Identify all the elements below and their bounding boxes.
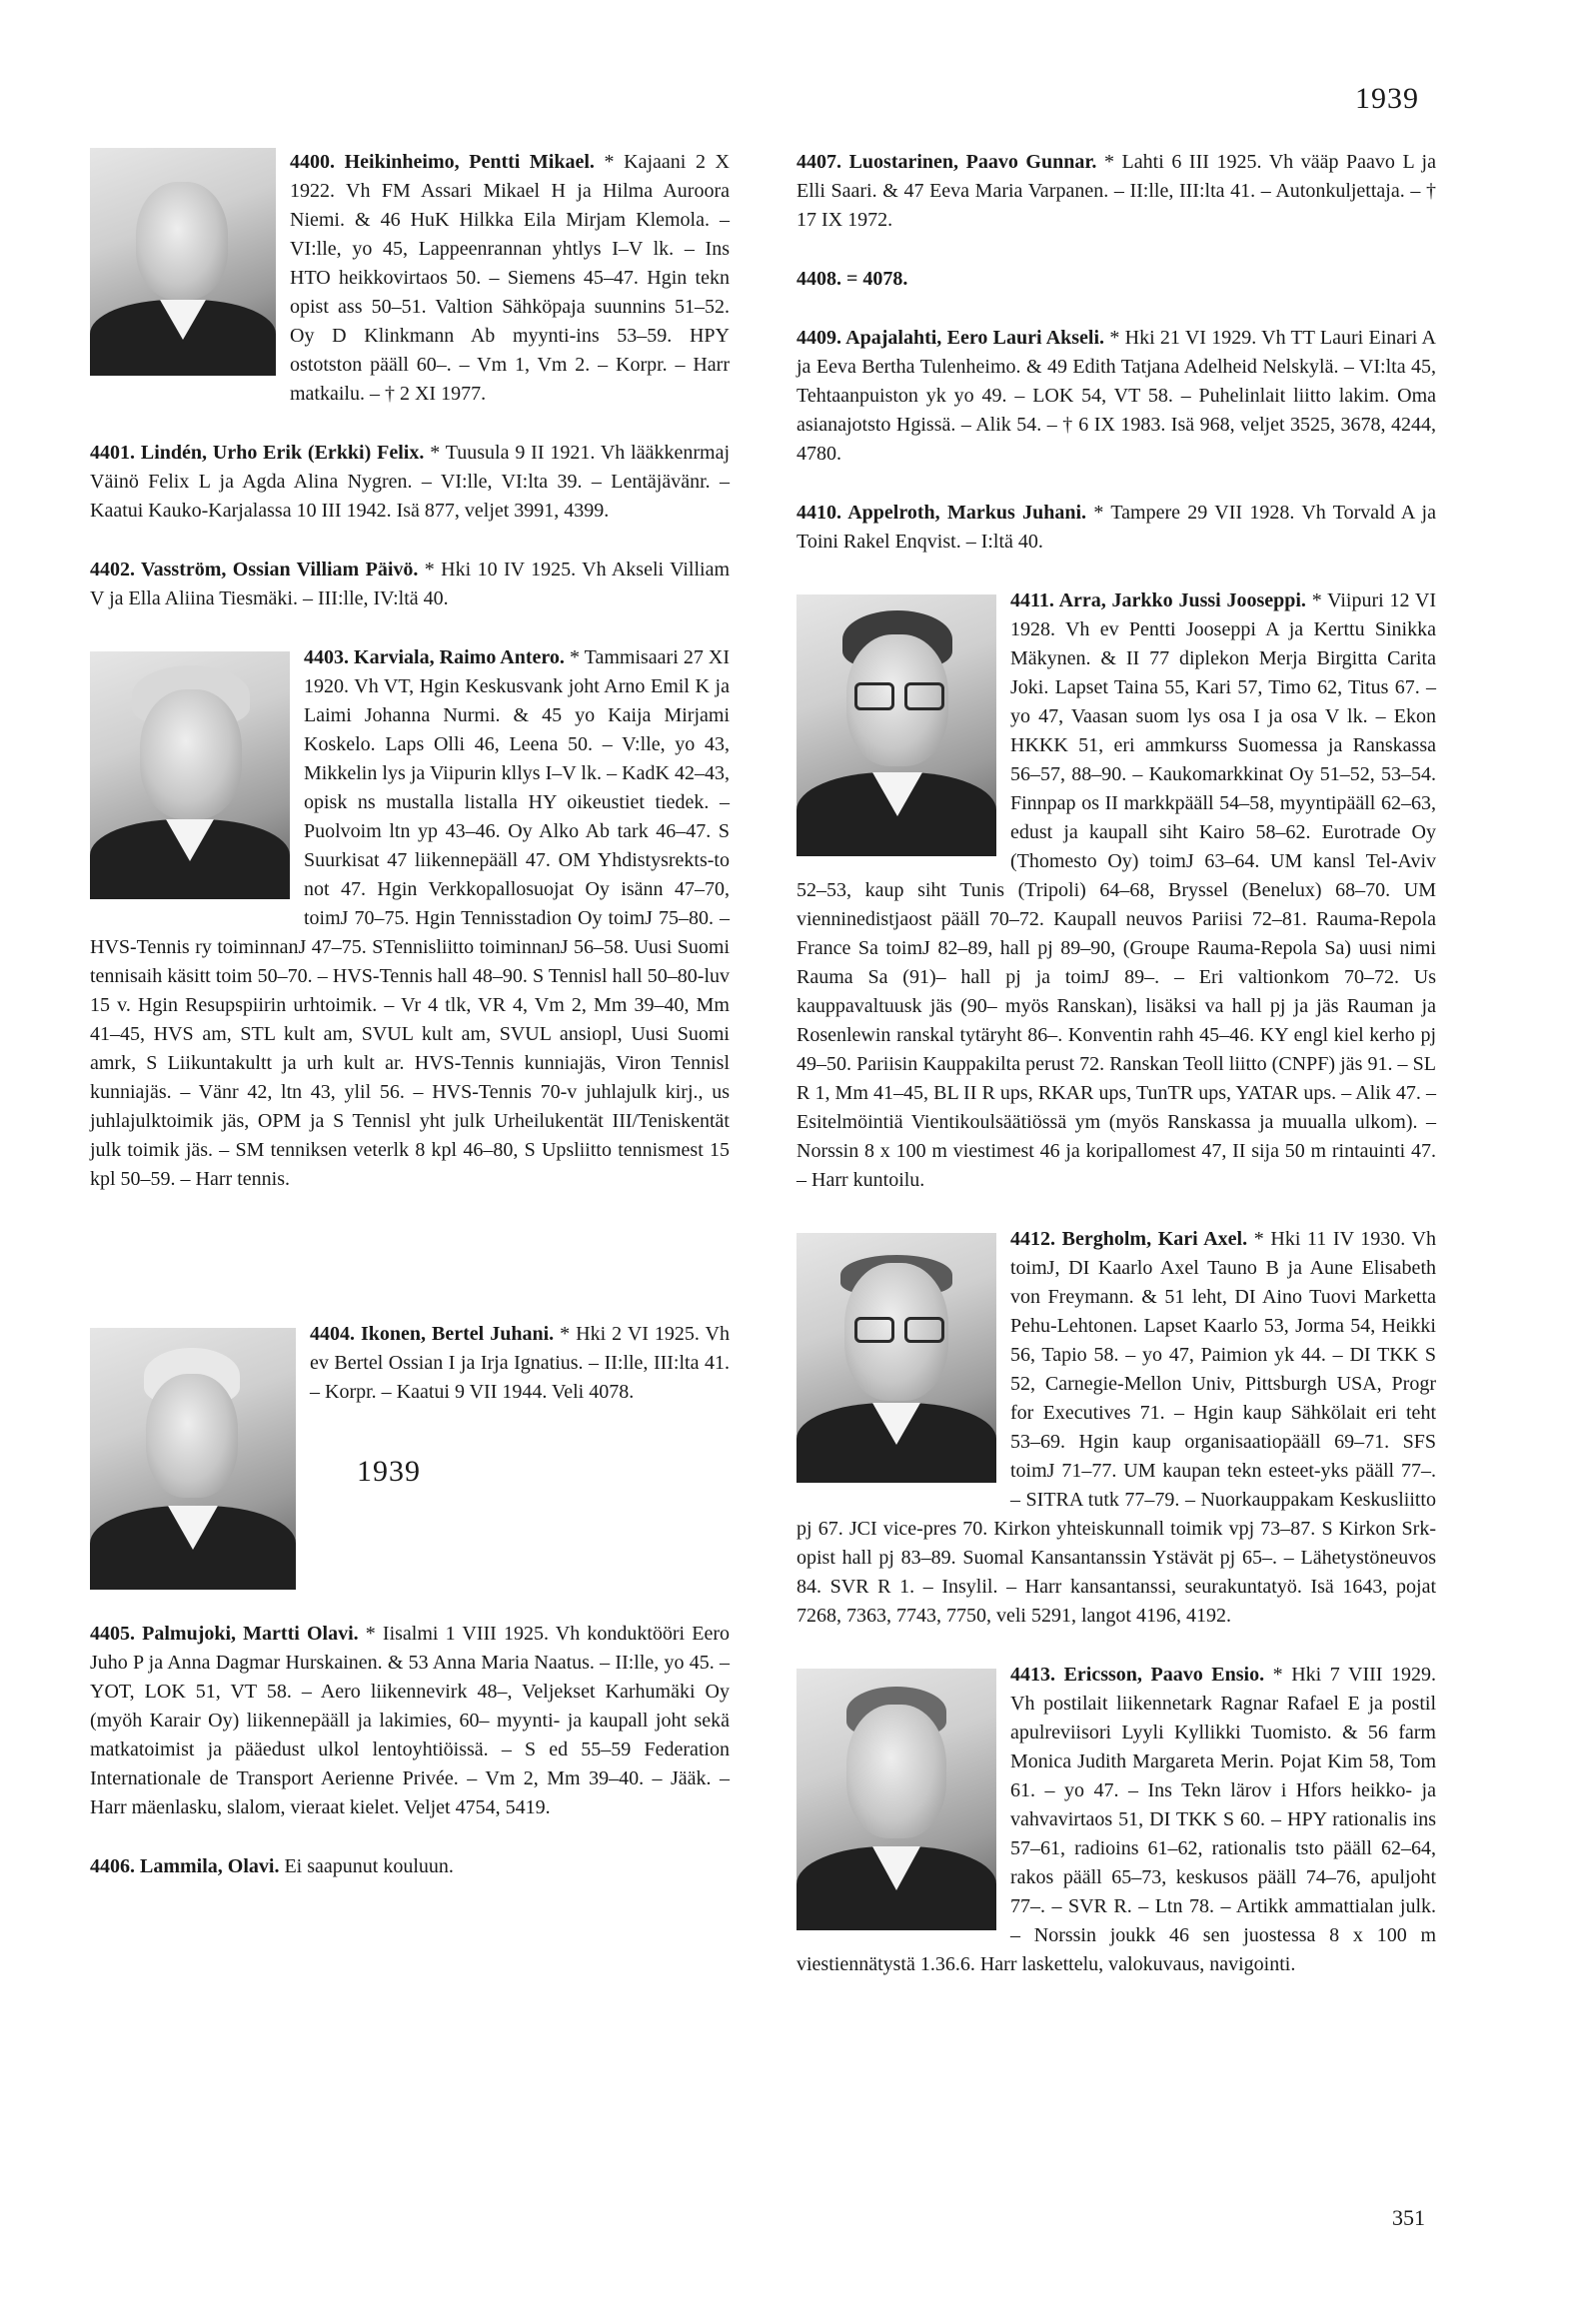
- portrait-photo-4403: [90, 651, 290, 899]
- entry-heading: 4401. Lindén, Urho Erik (Erkki) Felix.: [90, 442, 425, 464]
- entry-text: * Hki 21 VI 1929. Vh TT Lauri Einari A ja Eeva Bertha Tulenheimo. & 49 Edith Tatjana Adelheid Nelskylä. – VI:lta 45, Tehtaanpuiston yk yo 49. – LOK 54, VT 58. – Puhelinlait liitto lakim. Oma asianajotsto Hgissä. – Alik 54. – † 6 IX 1983. Isä 968, veljet 3525, 3678, 4244, 4780.: [796, 327, 1436, 465]
- entry-4406: [90, 1852, 730, 1881]
- entry-4413: [796, 1661, 1436, 1979]
- entry-4409: [796, 324, 1436, 469]
- entry-text: * Hki 10 IV 1925. Vh Akseli Villiam V ja Ella Aliina Tiesmäki. – III:lle, IV:ltä 40.: [90, 559, 731, 609]
- entry-text: * Iisalmi 1 VIII 1925. Vh konduktööri Eero Juho P ja Anna Dagmar Hurskainen. & 53 Anna Maria Naatus. – II:lle, yo 45. – YOT, LOK 51, VT 58. – Aero liikennevirk 48–, Veljekset Karhumäki Oy (myöh Karair Oy) liikennepääll ja lakimies, 60– myynti- ja kaupall joht sekä matkatoimist ja pääedust ulkol lentoyhtiöissä. – S ed 55–59 Federation Internationale de Transport Aerienne Privée. – Vm 2, Mm 39–40. – Jääk. – Harr mäenlasku, slalom, vieraat kielet. Veljet 4754, 5419.: [90, 1623, 731, 1818]
- entry-4407: [796, 148, 1436, 235]
- entry-heading: 4407. Luostarinen, Paavo Gunnar.: [796, 151, 1097, 173]
- entry-text: * Tuusula 9 II 1921. Vh lääkkenrmaj Väinö Felix L ja Agda Alina Nygren. – VI:lle, VI:lta 39. – Lentäjävänr. – Kaatui Kauko-Karjalassa 10 III 1942. Isä 877, veljet 3991, 4399.: [90, 442, 731, 522]
- entry-heading: 4402. Vasström, Ossian Villiam Päivö.: [90, 559, 419, 581]
- left-column: [90, 148, 730, 1881]
- entry-heading: 4408. = 4078.: [796, 268, 908, 290]
- entry-heading: 4403. Karviala, Raimo Antero.: [304, 646, 565, 668]
- entry-4405: [90, 1620, 730, 1822]
- entry-heading: 4412. Bergholm, Kari Axel.: [1010, 1228, 1248, 1250]
- entry-text: * Kajaani 2 X 1922. Vh FM Assari Mikael H ja Hilma Auroora Niemi. & 46 HuK Hilkka Eila Mirjam Klemola. – VI:lle, yo 45, Lappeenrannan yhtlys I–V lk. – Ins HTO heikkovirtaos 50. – Siemens 45–47. Hgin tekn opist ass 50–51. Valtion Sähköpaja suunnins 51–52. Oy D Klinkmann Ab myynti-ins 53–59. HPY ostotston pääll 60–. – Vm 1, Vm 2. – Korpr. – Harr matkailu. – † 2 XI 1977.: [290, 151, 730, 405]
- entry-4410: [796, 499, 1436, 557]
- entry-heading: 4411. Arra, Jarkko Jussi Jooseppi.: [1010, 589, 1306, 611]
- entry-4411: [796, 586, 1436, 1195]
- portrait-photo-4400: [90, 148, 276, 376]
- entry-heading: 4413. Ericsson, Paavo Ensio.: [1010, 1664, 1265, 1686]
- entry-heading: 4404. Ikonen, Bertel Juhani.: [310, 1323, 555, 1345]
- entry-heading: 4400. Heikinheimo, Pentti Mikael.: [290, 151, 595, 173]
- entry-text: * Hki 7 VIII 1929. Vh postilait liikennetark Ragnar Rafael E ja postil apulreviisori Lyyli Kyllikki Tuomisto. & 56 farm Monica Judith Margareta Merin. Pojat Kim 58, Tom 61. – yo 47. – Ins Tekn lärov i Hfors heikko- ja vahvavirtaos 51, DI TKK S 60. – HPY rationalis ins 57–61, radioins 61–62, rationalis tsto pääll 62–64, rakos pääll 65–73, keskusos pääll 74–76, apuljoht 77–. – SVR R. – Ltn 78. – Artikk ammattialan julk. – Norssin joukk 46 sen juostessa 8 x 100 m viestiennätystä 1.36.6. Harr laskettelu, valokuvaus, navigointi.: [796, 1664, 1437, 1975]
- portrait-photo-4404: [90, 1328, 296, 1590]
- entry-heading: 4406. Lammila, Olavi.: [90, 1855, 280, 1877]
- entry-text: * Hki 11 IV 1930. Vh toimJ, DI Kaarlo Axel Tauno B ja Aune Elisabeth von Freymann. & 51 leht, DI Aino Tuovi Marketta Pehu-Lehtonen. Lapset Kaarlo 53, Jorma 54, Heikki 56, Tapio 58. – yo 47, Paimion yk 44. – DI TKK S 52, Carnegie-Mellon Univ, Pittsburgh USA, Progr for Executives 71. – Hgin kaup Sähkölait eri teht 53–69. Hgin kaup organisaatiopääll 69–71. SFS toimJ 71–77. UM kaupan tekn esteet-yks pääll 77–. – SITRA tutk 77–79. – Nuorkauppakam Keskusliitto pj 67. JCI vice-pres 70. Kirkon yhteiskunnall toimik vpj 73–87. S Kirkon Srk-opist hall pj 83–89. Suomal Kansantanssin Ystävät pj 65–. – Lähetystöneuvos 84. SVR R 1. – Insylil. – Harr kansantanssi, seurakuntatyö. Isä 1643, pojat 7268, 7363, 7743, 7750, veli 5291, langot 4196, 4192.: [796, 1228, 1437, 1627]
- entry-4412: [796, 1225, 1436, 1631]
- entry-text: * Viipuri 12 VI 1928. Vh ev Pentti Jooseppi A ja Kerttu Sinikka Mäkynen. & II 77 diplekon Merja Birgitta Carita Joki. Lapset Taina 55, Kari 57, Timo 62, Titus 67. – yo 47, Vaasan suom lys osa I ja osa V lk. – Ekon HKKK 51, eri ammkurss Suomessa ja Ranskassa 56–57, 88–90. – Kaukomarkkinat Oy 51–52, 53–54. Finnpap os II markkpääll 54–58, myyntipääll 62–63, edust ja kaupall siht Kairo 58–62. Eurotrade Oy (Thomesto Oy) toimJ 63–64. UM kansl Tel-Aviv 52–53, kaup siht Tunis (Tripoli) 64–68, Bryssel (Benelux) 68–70. UM vienninedistjaost pääll 70–72. Kaupall neuvos Pariisi 72–81. Rauma-Repola France Sa toimJ 82–89, hall pj 89–90, (Groupe Rauma-Repola Sa) uusi nimi Rauma Sa (91)– hall pj ja toimJ 89–. – Eri valtionkom 70–72. Us kauppavaltuusk jäs (90– myös Ranskan), lisäksi va hall pj ja jäs Rauman ja Rosenlewin ranskal tytäryht 86–. Konventin rahh 45–46. KY engl kiel kerho pj 49–50. Pariisin Kauppakilta perust 72. Ranskan Teoll liitto (CNPF) jäs 91. – SL R 1, Mm 41–45, BL II R ups, RKAR ups, TunTR ups, YATAR ups. – Alik 47. – Esitelmöintiä Vientikoulsäätiössä ym (myös Ranskassa ja muualla ulkom). – Norssin 8 x 100 m viestimest 46 ja koripallomest 47, II sija 50 m rintauinti 47. – Harr kuntoilu.: [796, 589, 1437, 1191]
- entry-4408: [796, 265, 1436, 294]
- right-column: [796, 148, 1436, 1979]
- running-header-year: 1939: [1355, 82, 1419, 115]
- entry-heading: 4405. Palmujoki, Martti Olavi.: [90, 1623, 359, 1645]
- entry-heading: 4410. Appelroth, Markus Juhani.: [796, 502, 1087, 524]
- section-year-label: 1939: [357, 1455, 421, 1488]
- entry-text: * Hki 2 VI 1925. Vh ev Bertel Ossian I ja Irja Ignatius. – II:lle, III:lta 41. – Korpr. – Kaatui 9 VII 1944. Veli 4078.: [310, 1323, 731, 1403]
- entry-4400: [90, 148, 730, 409]
- entry-text: Ei saapunut kouluun.: [279, 1855, 454, 1877]
- portrait-photo-4412: [796, 1233, 996, 1483]
- entry-text: * Tampere 29 VII 1928. Vh Torvald A ja Toini Rakel Enqvist. – I:ltä 40.: [796, 502, 1436, 553]
- page-number: 351: [1392, 2205, 1425, 2230]
- portrait-photo-4411: [796, 594, 996, 856]
- entry-4404: [90, 1320, 730, 1407]
- portrait-photo-4413: [796, 1669, 996, 1930]
- entry-heading: 4409. Apajalahti, Eero Lauri Akseli.: [796, 327, 1105, 349]
- entry-text: * Tammisaari 27 XI 1920. Vh VT, Hgin Keskusvank joht Arno Emil K ja Laimi Johanna Nurmi. & 45 yo Kaija Mirjami Koskelo. Laps Olli 46, Leena 50. – V:lle, yo 43, Mikkelin lys ja Viipurin kllys I–V lk. – KadK 42–43, opisk ns mustalla listalla HY oikeustiet tiedek. – Puolvoim ltn yp 43–46. Oy Alko Ab tark 46–47. S Suurkisat 47 liikennepääll 47. OM Yhdistysrekts-to not 47. Hgin Verkkopallosuojat Oy isänn 47–70, toimJ 70–75. Hgin Tennisstadion Oy toimJ 75–80. – HVS-Tennis ry toiminnanJ 47–75. STennisliitto toiminnanJ 56–58. Uusi Suomi tennisaih käsitt toim 50–70. – HVS-Tennis hall 48–90. S Tennisl hall 50–80-luv 15 v. Hgin Resupspiirin urhtoimik. – Vr 4 tlk, VR 4, Vm 2, Mm 39–40, Mm 41–45, HVS am, STL kult am, SVUL kult am, SVUL ansiopl, Uusi Suomi amrk, S Liikuntakultt ja urh kult ar. HVS-Tennis kunniajäs, Viron Tennisl kunniajäs. – Vänr 42, ltn 43, ylil 56. – HVS-Tennis 70-v juhlajulk kirj., us juhlajulktoimik jäs, OPM ja S Tennisl yht julk Urheilukentät III/Teniskentät julk toimik jäs. – SM tenniksen veterlk 8 kpl 46–80, S Upsliitto tennismest 15 kpl 50–59. – Harr tennis.: [90, 646, 730, 1190]
- entry-4403: [90, 643, 730, 1194]
- entry-4402: [90, 556, 730, 613]
- entry-4401: [90, 439, 730, 526]
- entry-text: * Lahti 6 III 1925. Vh vääp Paavo L ja Elli Saari. & 47 Eeva Maria Varpanen. – II:lle, III:lta 41. – Autonkuljettaja. – † 17 IX 1972.: [796, 151, 1436, 231]
